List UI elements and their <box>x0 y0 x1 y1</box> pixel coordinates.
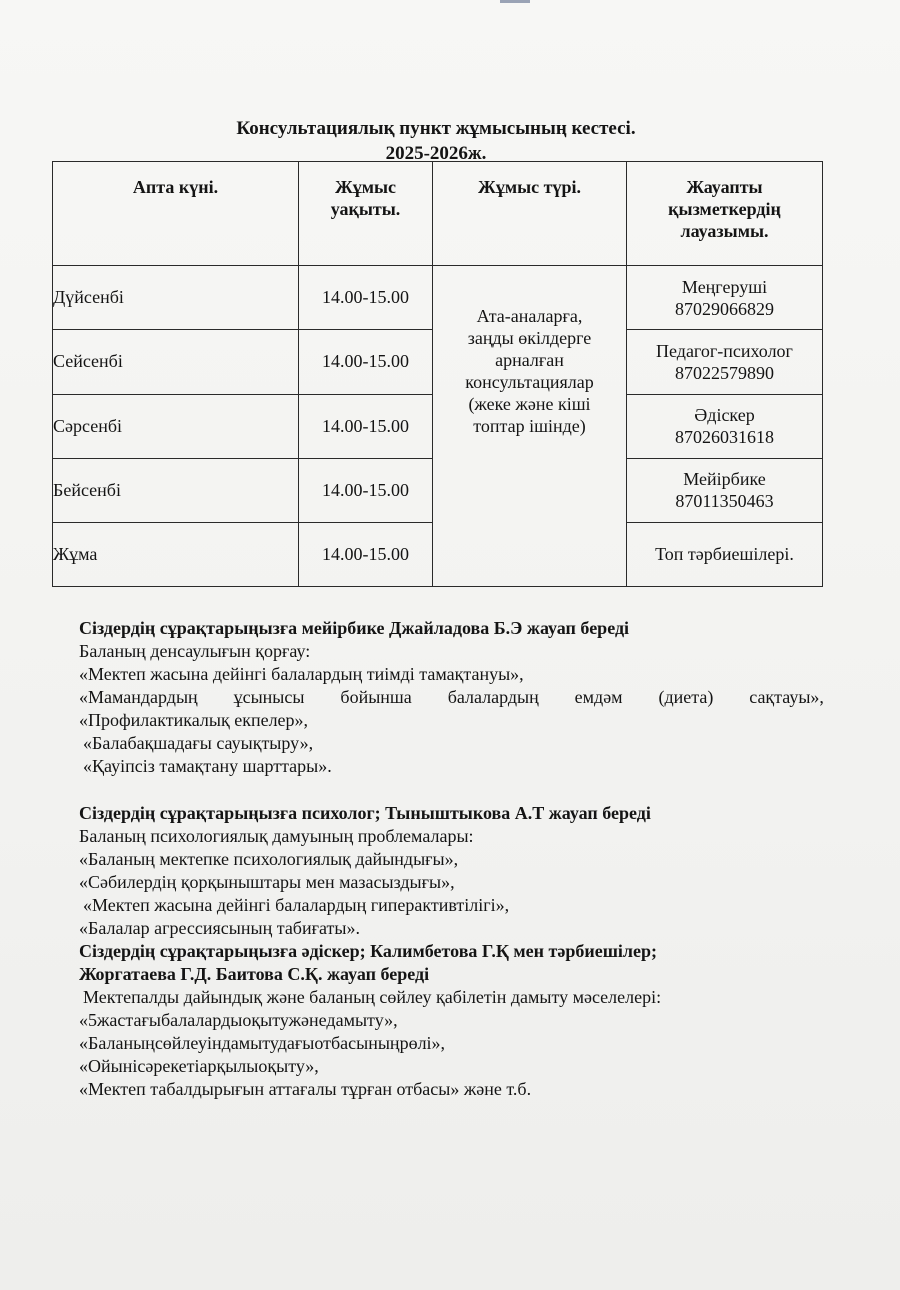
cell-time: 14.00-15.00 <box>299 522 433 586</box>
work-type-line: консультациялар <box>465 372 594 393</box>
header-time-line: уақыты. <box>330 199 401 219</box>
work-type-line: Ата-аналарға, <box>476 306 583 327</box>
nurse-line: «Мектеп жасына дейінгі балалардың тиімді тамақтануы», <box>79 664 524 684</box>
schedule-table-wrapper <box>52 161 822 587</box>
header-time-line: Жұмыс <box>334 177 397 197</box>
cell-time: 14.00-15.00 <box>299 458 433 522</box>
cell-responsible <box>627 266 823 330</box>
word: сақтауы», <box>749 687 824 707</box>
header-resp-line: Жауапты <box>686 177 763 197</box>
header-day: Апта күні. <box>53 162 299 266</box>
nurse-line: Баланың денсаулығын қорғау: <box>79 641 311 661</box>
resp-line: Мейірбике <box>683 469 766 490</box>
schedule-table <box>52 161 823 587</box>
cell-day: Бейсенбі <box>53 458 299 522</box>
cell-responsible <box>627 522 823 586</box>
cell-responsible <box>627 330 823 394</box>
psych-line: «Балалар агрессиясының табиғаты». <box>79 918 360 938</box>
work-type-line: арналған <box>495 350 564 371</box>
psych-line: «Сәбилердің қорқыныштары мен мазасыздығы», <box>79 872 455 892</box>
psych-heading: Сіздердің сұрақтарыңызға психолог; Тыныштыкова А.Т жауап береді <box>79 803 651 823</box>
table-header-row <box>53 162 823 266</box>
nurse-line: «Қауіпсіз тамақтану шарттары». <box>83 756 332 776</box>
method-line: «5жастағыбалалардыоқытужәнедамыту», <box>79 1010 398 1030</box>
nurse-line: «Профилактикалық екпелер», <box>79 710 309 730</box>
resp-line: 87011350463 <box>675 491 774 512</box>
word: бойынша <box>340 687 412 707</box>
scan-mark <box>500 0 530 3</box>
resp-line: 87022579890 <box>675 362 774 383</box>
nurse-line: «Балабақшадағы сауықтыру», <box>83 733 314 753</box>
cell-responsible <box>627 458 823 522</box>
method-heading: Сіздердің сұрақтарыңызға әдіскер; Калимбетова Г.Қ мен тәрбиешілер; <box>79 941 658 961</box>
word: емдәм <box>574 687 623 707</box>
resp-line: Топ тәрбиешілері. <box>655 544 794 565</box>
header-resp-line: лауазымы. <box>680 221 769 241</box>
header-resp-line: қызметкердің <box>668 199 781 219</box>
cell-day: Жұма <box>53 522 299 586</box>
work-type-line: заңды өкілдерге <box>467 328 592 349</box>
cell-day: Дүйсенбі <box>53 266 299 330</box>
resp-line: Меңгеруші <box>681 276 768 297</box>
resp-line: 87029066829 <box>675 298 774 319</box>
psych-line: «Мектеп жасына дейінгі балалардың гиперактивтілігі», <box>83 895 510 915</box>
method-line: «Баланыңсөйлеуіндамытудағыотбасыныңрөлі», <box>79 1033 446 1053</box>
cell-day: Сейсенбі <box>53 330 299 394</box>
cell-day: Сәрсенбі <box>53 394 299 458</box>
method-line: «Ойынісәрекетіарқылыоқыту», <box>79 1056 319 1076</box>
work-type-line: топтар ішінде) <box>473 416 586 437</box>
cell-time: 14.00-15.00 <box>299 266 433 330</box>
header-work-type: Жұмыс түрі. <box>433 162 627 266</box>
resp-line: Педагог-психолог <box>656 340 793 361</box>
word: ұсынысы <box>233 687 305 707</box>
header-time <box>299 162 433 266</box>
word: (диета) <box>658 687 714 707</box>
nurse-heading: Сіздердің сұрақтарыңызға мейірбике Джайладова Б.Э жауап береді <box>79 618 630 638</box>
nurse-justified-line <box>79 686 824 709</box>
cell-responsible <box>627 394 823 458</box>
word: «Мамандардың <box>79 687 198 707</box>
cell-work-type <box>433 266 627 587</box>
resp-line: Әдіскер <box>694 405 755 426</box>
cell-time: 14.00-15.00 <box>299 330 433 394</box>
document-title: Консультациялық пункт жұмысының кестесі. <box>236 118 636 139</box>
method-line: «Мектеп табалдырығын аттағалы тұрған отбасы» және т.б. <box>79 1079 532 1099</box>
header-responsible <box>627 162 823 266</box>
body-text <box>79 617 824 1101</box>
psych-line: Баланың психологиялық дамуының проблемалары: <box>79 826 474 846</box>
work-type-line: (жеке және кіші <box>468 394 591 415</box>
table-row <box>53 266 823 330</box>
method-heading: Жоргатаева Г.Д. Баитова С.Қ. жауап береді <box>79 964 430 984</box>
resp-line: 87026031618 <box>675 427 774 448</box>
psych-line: «Баланың мектепке психологиялық дайындығы», <box>79 849 459 869</box>
word: балалардың <box>447 687 539 707</box>
cell-time: 14.00-15.00 <box>299 394 433 458</box>
method-line: Мектепалды дайындық және баланың сөйлеу қабілетін дамыту мәселелері: <box>83 987 662 1007</box>
document-year: 2025-2026ж. <box>385 143 487 164</box>
